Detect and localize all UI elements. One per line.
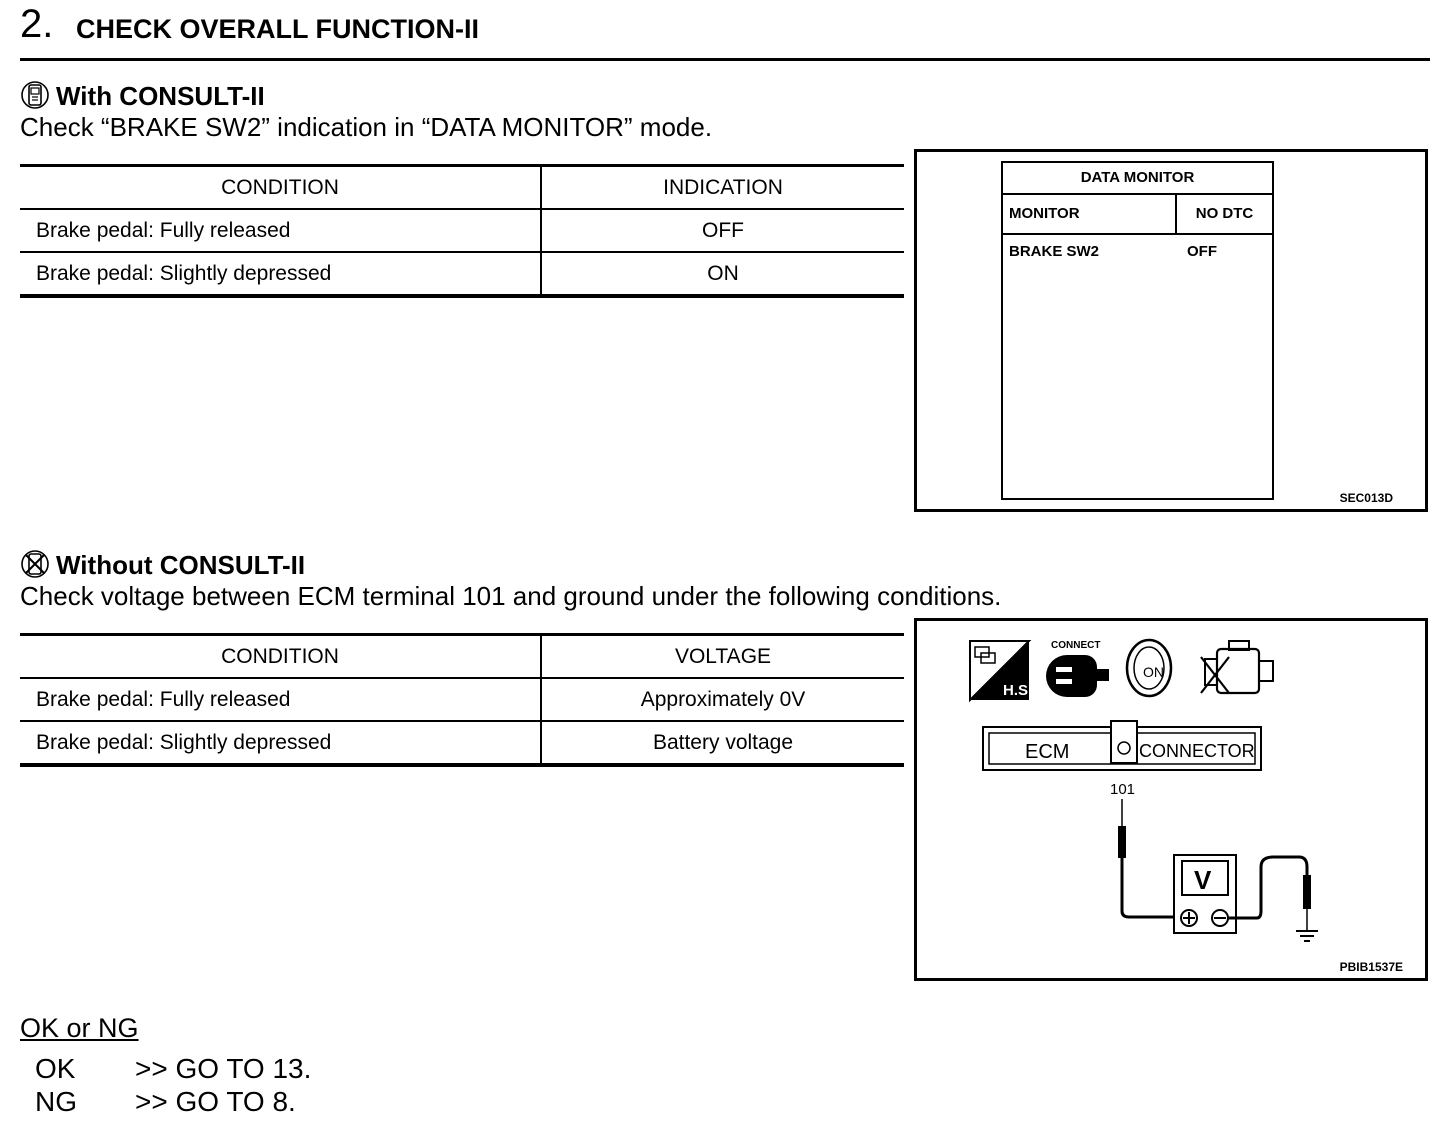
table-row bbox=[20, 209, 904, 252]
negative-probe bbox=[1303, 875, 1311, 909]
indication-table bbox=[20, 164, 904, 298]
data-monitor-screen bbox=[1001, 161, 1274, 500]
monitor-item-value: OFF bbox=[1187, 243, 1217, 260]
table-row bbox=[20, 721, 904, 765]
voltmeter-label: V bbox=[1194, 865, 1212, 895]
table-header-row bbox=[20, 166, 904, 210]
ignition-on-icon bbox=[1127, 640, 1171, 696]
figure-code: PBIB1537E bbox=[1339, 960, 1403, 974]
column-header-condition: CONDITION bbox=[20, 635, 541, 679]
title-divider bbox=[20, 58, 1430, 61]
connector-label: CONNECTOR bbox=[1139, 741, 1255, 761]
figure-code: SEC013D bbox=[1339, 491, 1393, 505]
result-ng-action: >> GO TO 8. bbox=[135, 1086, 296, 1117]
indication-cell: OFF bbox=[541, 209, 904, 252]
ecm-voltage-figure bbox=[914, 618, 1428, 981]
table-row bbox=[20, 678, 904, 721]
result-ng-label: NG bbox=[35, 1086, 77, 1117]
without-consult-heading-text: Without CONSULT-II bbox=[56, 550, 306, 580]
monitor-column-label: MONITOR bbox=[1009, 205, 1080, 222]
positive-lead bbox=[1122, 858, 1174, 917]
column-header-condition: CONDITION bbox=[20, 166, 541, 210]
no-consult-icon bbox=[20, 549, 50, 585]
column-header-voltage: VOLTAGE bbox=[541, 635, 904, 679]
connect-icon bbox=[1046, 640, 1109, 697]
data-monitor-column-row bbox=[1003, 195, 1272, 235]
voltage-table bbox=[20, 633, 904, 767]
result-heading: OK or NG bbox=[20, 1013, 139, 1043]
result-ok-label: OK bbox=[35, 1053, 76, 1084]
with-consult-heading-text: With CONSULT-II bbox=[56, 81, 265, 111]
on-label: ON bbox=[1143, 664, 1164, 680]
engine-off-icon bbox=[1201, 641, 1273, 693]
monitor-item-name: BRAKE SW2 bbox=[1009, 243, 1100, 260]
result-ok-action: >> GO TO 13. bbox=[135, 1053, 312, 1084]
ground-symbol bbox=[1296, 909, 1318, 941]
step-title: CHECK OVERALL FUNCTION-II bbox=[76, 14, 479, 44]
without-consult-instruction: Check voltage between ECM terminal 101 and ground under the following conditions. bbox=[20, 581, 1002, 611]
indication-cell: ON bbox=[707, 261, 739, 285]
harness-side-icon bbox=[970, 641, 1032, 700]
ecm-label: ECM bbox=[1025, 741, 1070, 763]
table-header-row bbox=[20, 635, 904, 679]
condition-cell: Brake pedal: Fully released bbox=[20, 209, 541, 252]
status-column-label: NO DTC bbox=[1195, 205, 1254, 222]
condition-cell: Brake pedal: Slightly depressed bbox=[20, 252, 541, 296]
condition-cell: Brake pedal: Slightly depressed bbox=[20, 721, 541, 765]
voltage-cell: Approximately 0V bbox=[541, 678, 904, 721]
negative-lead bbox=[1228, 857, 1307, 918]
consult-ii-icon bbox=[20, 80, 50, 116]
connect-label: CONNECT bbox=[1051, 640, 1101, 651]
ecm-voltage-diagram bbox=[917, 621, 1425, 978]
step-number: 2. bbox=[20, 2, 54, 46]
column-header-indication: INDICATION bbox=[541, 166, 904, 210]
table-row bbox=[20, 252, 904, 296]
data-monitor-figure bbox=[914, 149, 1428, 512]
positive-probe bbox=[1118, 826, 1126, 858]
terminal-label: 101 bbox=[1110, 781, 1136, 798]
ecm-connector bbox=[983, 721, 1261, 770]
voltage-cell: Battery voltage bbox=[652, 730, 794, 754]
data-monitor-title: DATA MONITOR bbox=[1003, 163, 1272, 195]
voltmeter bbox=[1174, 855, 1236, 933]
with-consult-instruction: Check “BRAKE SW2” indication in “DATA MONITOR” mode. bbox=[20, 112, 713, 142]
without-consult-heading bbox=[20, 549, 305, 585]
condition-cell: Brake pedal: Fully released bbox=[20, 678, 541, 721]
with-consult-heading bbox=[20, 80, 265, 116]
hs-label: H.S. bbox=[1003, 682, 1033, 699]
